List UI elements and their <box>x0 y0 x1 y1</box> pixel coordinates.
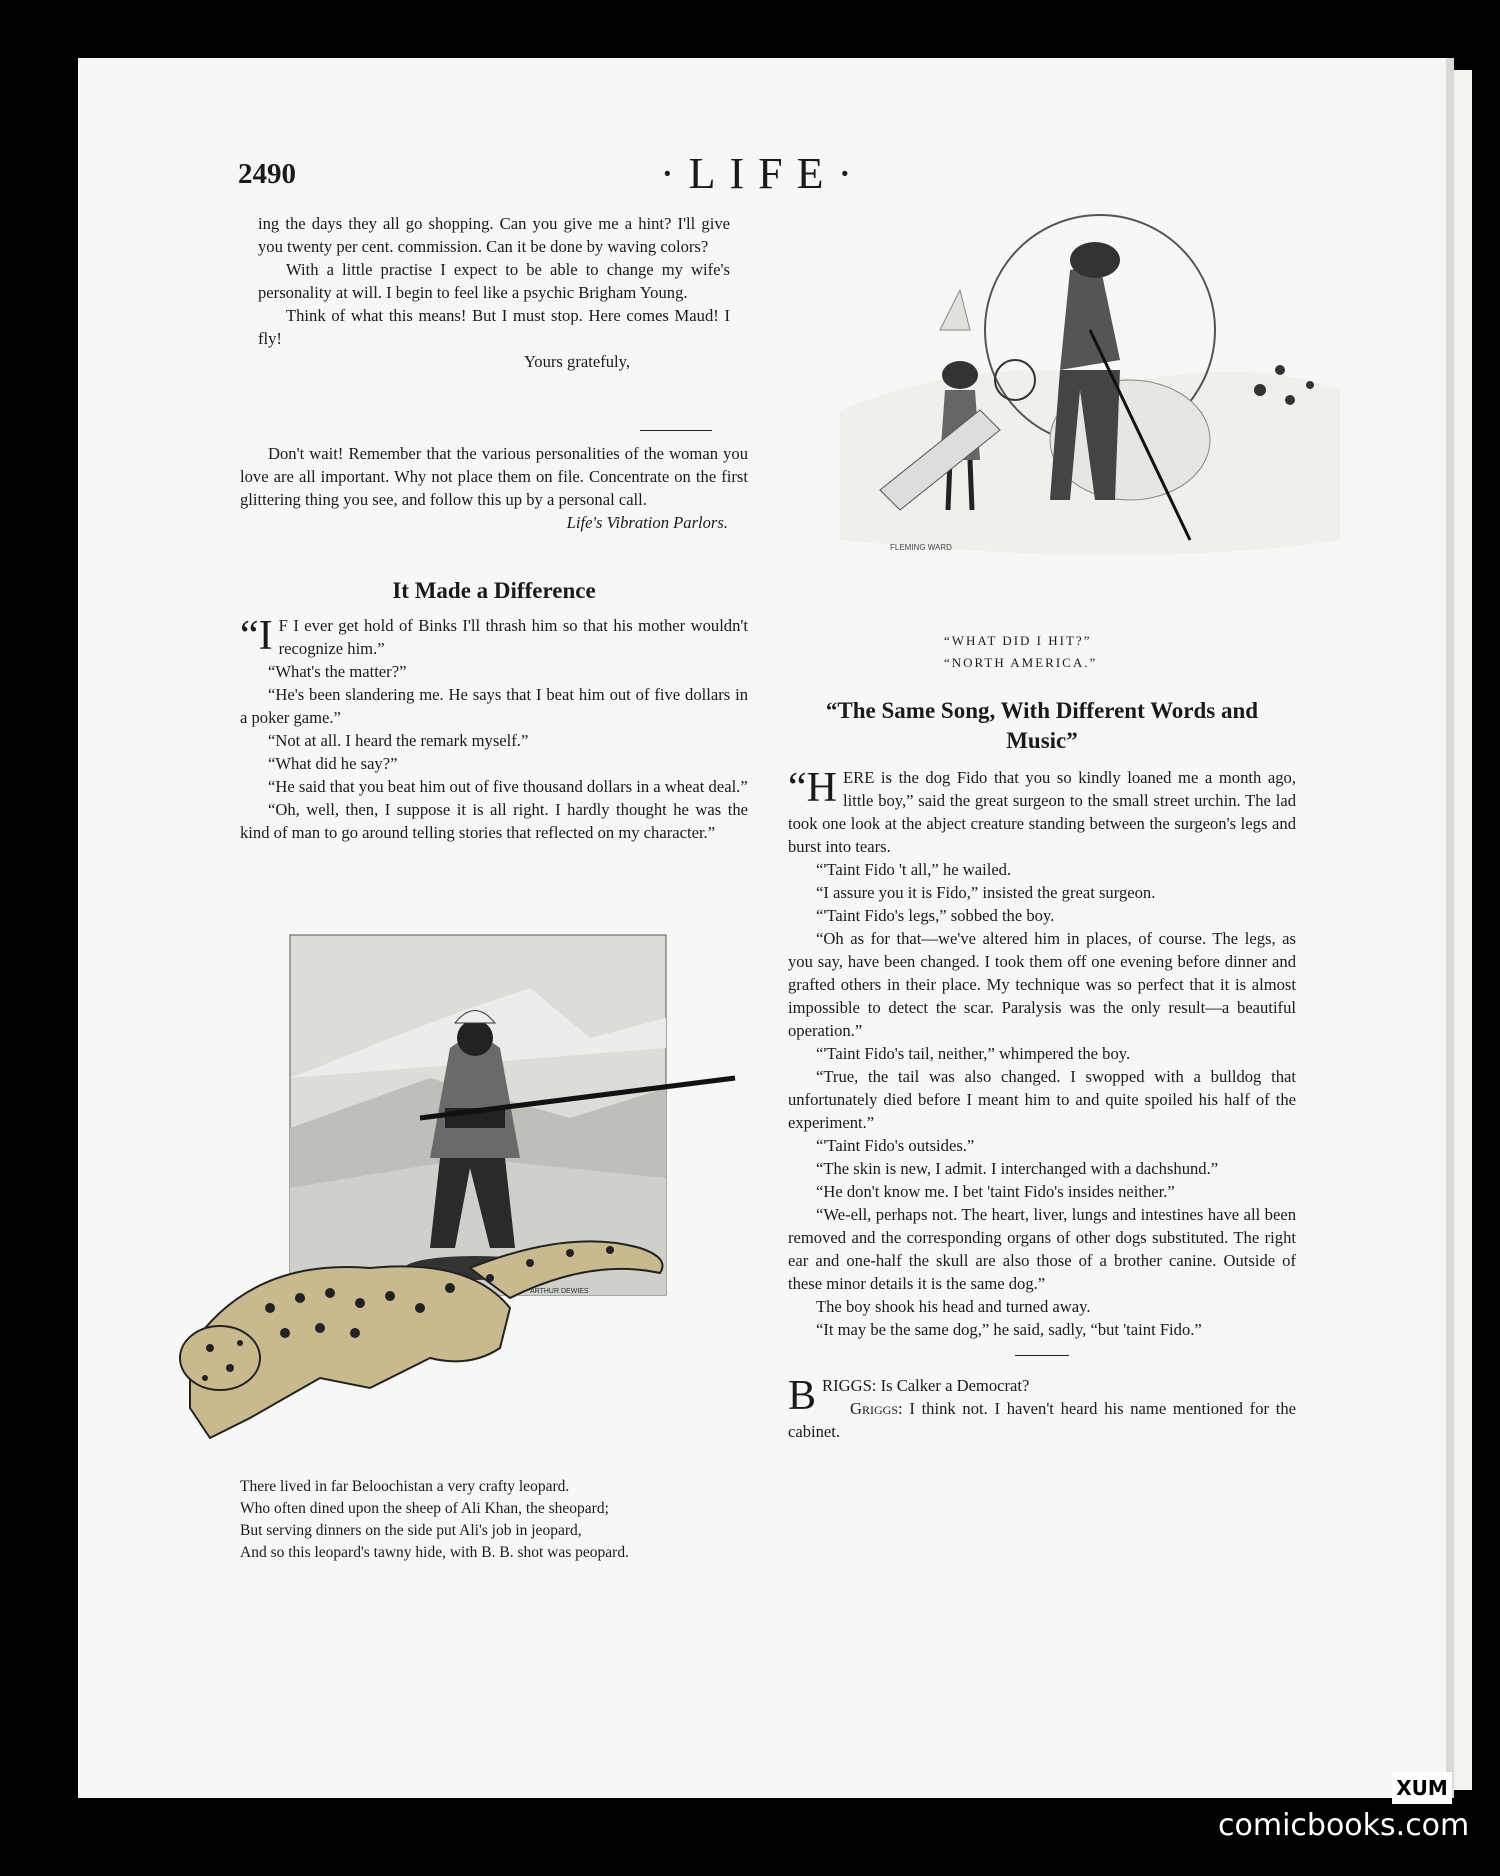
divider <box>1015 1355 1069 1356</box>
paragraph: “The skin is new, I admit. I interchanged with a dachshund.” <box>816 1159 1219 1178</box>
paragraph: “'Taint Fido 't all,” he wailed. <box>816 860 1012 879</box>
paragraph: “'Taint Fido's tail, neither,” whimpered the boy. <box>816 1044 1131 1063</box>
signature: Life's Vibration Parlors. <box>566 513 728 532</box>
paragraph: “True, the tail was also changed. I swopped with a bulldog that unfortunately died before I meant him to and quite spoiled his half of the experiment.” <box>788 1067 1296 1132</box>
drop-cap: “I <box>240 613 273 659</box>
signoff: Yours gratefuly, <box>523 352 630 371</box>
paragraph: “He don't know me. I bet 'taint Fido's insides neither.” <box>816 1182 1175 1201</box>
paragraph: ing the days they all go shopping. Can you give me a hint? I'll give you twenty per cent. commission. Can it be done by waving colors? <box>258 214 730 256</box>
artist-signature: ARTHUR DEWIES <box>530 1288 589 1295</box>
left-top-text <box>258 212 730 373</box>
dialogue-line: RIGGS: Is Calker a Democrat? <box>822 1376 1030 1395</box>
page-spine <box>1446 58 1454 1798</box>
leopard-verse <box>240 1476 760 1564</box>
story-title: “The Same Song, With Different Words and Music” <box>825 698 1259 753</box>
paragraph: “He said that you beat him out of five thousand dollars in a wheat deal.” <box>268 777 748 796</box>
watermark: comicbooks.com <box>1218 1808 1470 1843</box>
paragraph: “'Taint Fido's legs,” sobbed the boy. <box>816 906 1055 925</box>
golf-illustration <box>840 210 1340 590</box>
story-title: It Made a Difference <box>392 578 596 603</box>
speaker-name: Griggs: <box>850 1399 903 1418</box>
verse-line: Who often dined upon the sheep of Ali Khan, the sheopard; <box>240 1500 609 1517</box>
paragraph: The boy shook his head and turned away. <box>816 1297 1091 1316</box>
paragraph: “I assure you it is Fido,” insisted the great surgeon. <box>816 883 1156 902</box>
paragraph: F I ever get hold of Binks I'll thrash him so that his mother wouldn't recognize him.” <box>278 616 748 658</box>
paragraph: “Oh, well, then, I suppose it is all right. I hardly thought he was the kind of man to go around telling stories that reflected on my character.” <box>240 800 748 842</box>
drop-cap: “H <box>788 765 837 811</box>
paragraph: “What's the matter?” <box>268 662 407 681</box>
caption-line: “WHAT DID I HIT?” <box>944 633 1092 648</box>
next-page-edge <box>1454 70 1472 1790</box>
caption-line: “NORTH AMERICA.” <box>944 655 1098 670</box>
corner-tag: XUM <box>1392 1772 1452 1804</box>
paragraph: “Oh as for that—we've altered him in places, of course. The legs, as you say, have been changed. I took them off one evening before dinner and grafted others in their place. My technique was so perfect that it is almost impossible to detect the scar. Paralysis was the only result—a beautiful operation.” <box>788 929 1296 1040</box>
paragraph: “Not at all. I heard the remark myself.” <box>268 731 529 750</box>
page-number: 2490 <box>238 158 296 190</box>
verse-line: But serving dinners on the side put Ali's job in jeopard, <box>240 1522 582 1539</box>
verse-line: There lived in far Beloochistan a very crafty leopard. <box>240 1478 570 1495</box>
closing-text <box>240 442 748 534</box>
paragraph: “What did he say?” <box>268 754 398 773</box>
drop-cap: B <box>788 1373 817 1419</box>
magazine-title: ·LIFE· <box>660 149 867 198</box>
paragraph: With a little practise I expect to be able to change my wife's personality at will. I begin to feel like a psychic Brigham Young. <box>258 260 730 302</box>
paragraph: Think of what this means! But I must stop. Here comes Maud! I fly! <box>258 306 730 348</box>
paragraph: “He's been slandering me. He says that I beat him out of five dollars in a poker game.” <box>240 685 748 727</box>
verse-line: And so this leopard's tawny hide, with B. B. shot was peopard. <box>240 1544 629 1561</box>
paragraph: ERE is the dog Fido that you so kindly loaned me a month ago, little boy,” said the great surgeon to the small street urchin. The lad took one look at the abject creature standing between the surgeon's legs and burst into tears. <box>788 768 1296 856</box>
story-it-made-a-difference <box>240 576 748 844</box>
paragraph: “It may be the same dog,” he said, sadly, “but 'taint Fido.” <box>816 1320 1202 1339</box>
story-same-song <box>788 696 1296 1443</box>
paragraph: Don't wait! Remember that the various personalities of the woman you love are all important. Why not place them on file. Concentrate on the first glittering thing you see, and follow this up by a personal call. <box>240 444 748 509</box>
paragraph: “'Taint Fido's outsides.” <box>816 1136 975 1155</box>
divider <box>640 430 712 431</box>
dialogue-line: I think not. I haven't heard his name mentioned for the cabinet. <box>788 1399 1296 1441</box>
golf-caption <box>944 630 1184 674</box>
paragraph: “We-ell, perhaps not. The heart, liver, lungs and intestines have all been removed and the corresponding organs of other dogs substituted. The right ear and one-half the skull are also those of a brother canine. Outside of these minor details it is the same dog.” <box>788 1205 1296 1293</box>
artist-signature: FLEMING WARD <box>890 543 952 552</box>
leopard-illustration <box>170 928 760 1458</box>
